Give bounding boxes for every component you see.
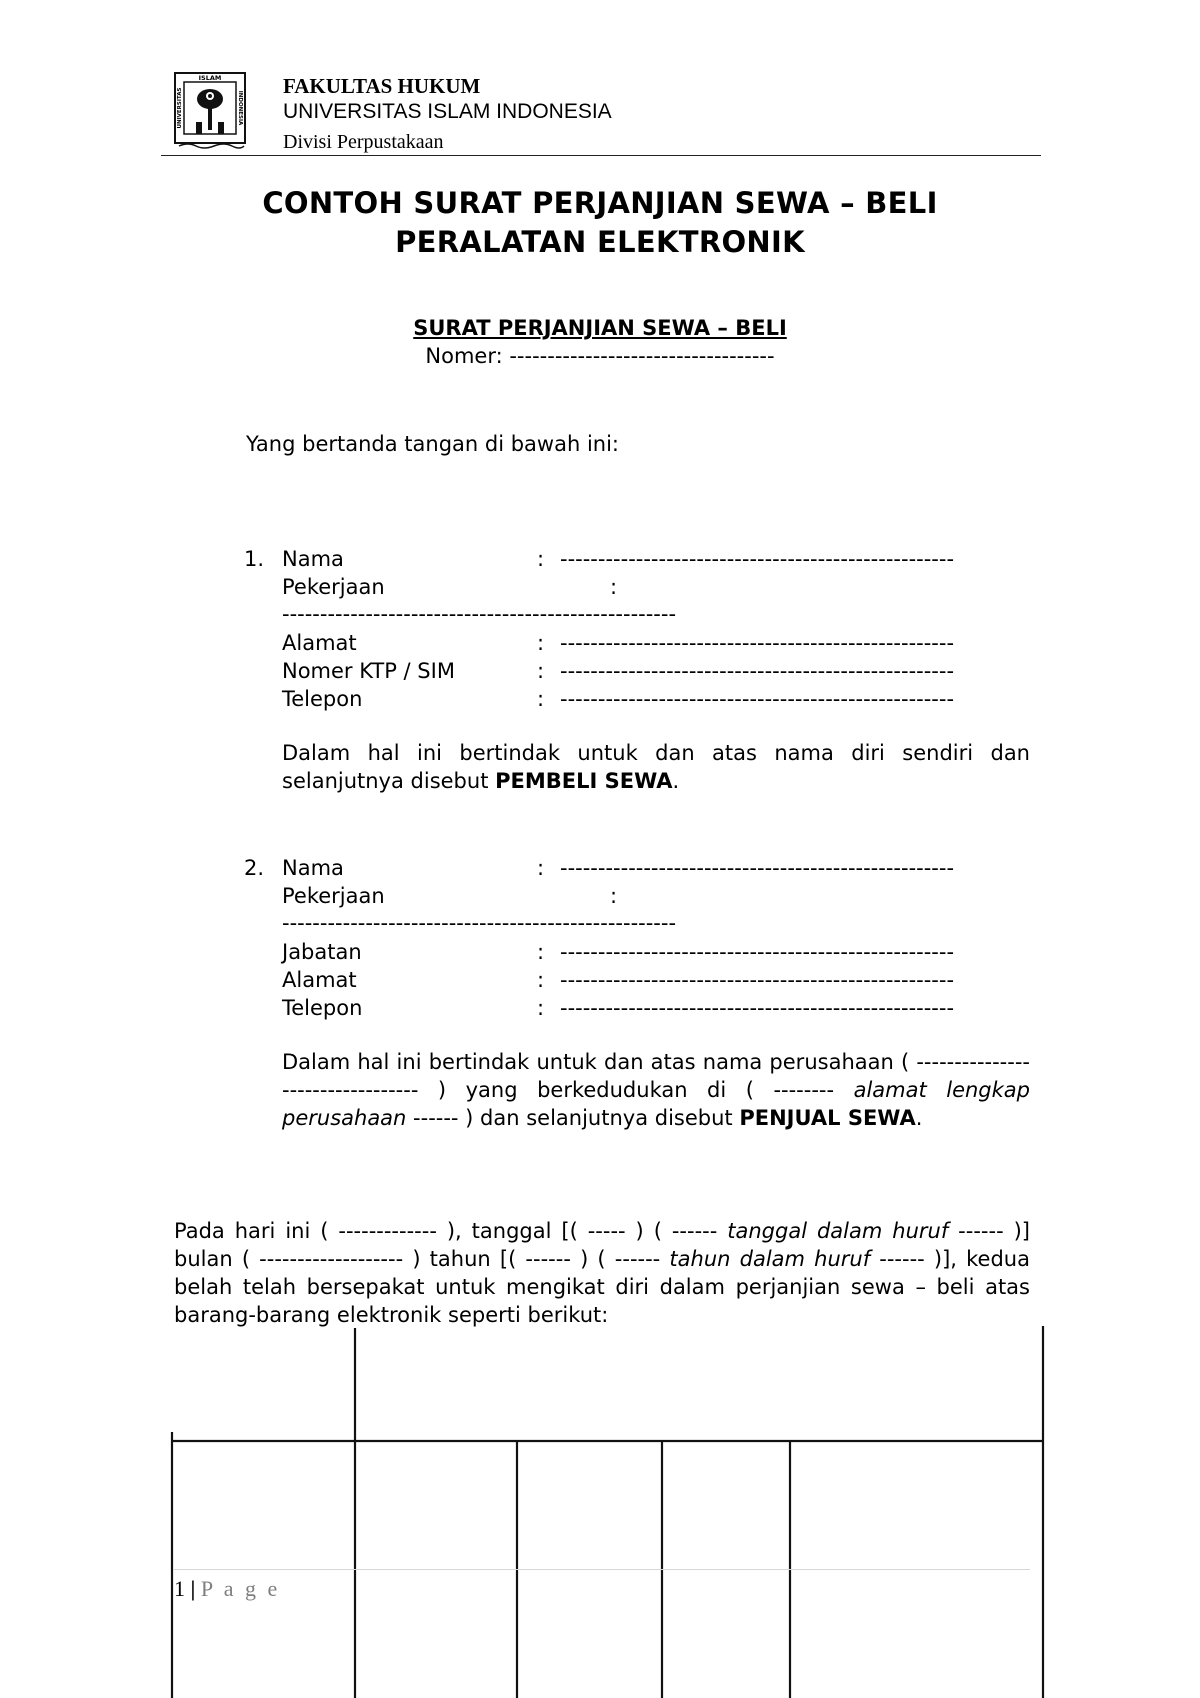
date-text-2: ------ )] bulan ( ------------------- ) tahun [( ------ ) ( ------ bbox=[174, 1219, 1030, 1271]
document-title-line1: CONTOH SURAT PERJANJIAN SEWA – BELI bbox=[262, 186, 938, 220]
party1-ktp-colon: : bbox=[537, 659, 545, 683]
party2-pekerjaan-colon: : bbox=[610, 884, 618, 908]
party2-address-placeholder: alamat lengkap perusahaan bbox=[282, 1078, 1030, 1130]
footer-separator: | bbox=[190, 1576, 196, 1601]
page-label: P a g e bbox=[200, 1576, 281, 1601]
party2-nama-label: Nama bbox=[282, 856, 344, 880]
date-text-3: ------ )], kedua belah telah bersepakat untuk mengikat diri dalam perjanjian sewa – beli atas barang-barang elektronik seperti berikut: bbox=[174, 1247, 1030, 1327]
party2-role: PENJUAL SEWA bbox=[739, 1106, 916, 1130]
footer-divider bbox=[174, 1569, 1030, 1570]
party1-nama-label: Nama bbox=[282, 547, 344, 571]
party1-nama-blank: ---------------------------------------------------- bbox=[560, 547, 955, 571]
party2-alamat-colon: : bbox=[537, 968, 545, 992]
logo-ring-right: INDONESIA bbox=[237, 90, 243, 126]
party2-nama-blank: ---------------------------------------------------- bbox=[560, 856, 955, 880]
university-name: UNIVERSITAS ISLAM INDONESIA bbox=[283, 100, 612, 123]
division-name: Divisi Perpustakaan bbox=[283, 131, 444, 153]
party1-pekerjaan-label: Pekerjaan bbox=[282, 575, 385, 599]
party2-jabatan-blank: ---------------------------------------------------- bbox=[560, 940, 955, 964]
party1-number: 1. bbox=[244, 547, 265, 571]
date-placeholder: tanggal dalam huruf bbox=[727, 1219, 949, 1243]
party2-telepon-label: Telepon bbox=[282, 996, 363, 1020]
party2-telepon-colon: : bbox=[537, 996, 545, 1020]
party1-ktp-blank: ---------------------------------------------------- bbox=[560, 659, 955, 683]
agreement-heading: SURAT PERJANJIAN SEWA – BELI bbox=[413, 316, 787, 340]
party1-alamat-label: Alamat bbox=[282, 631, 357, 655]
party1-telepon-colon: : bbox=[537, 687, 545, 711]
party2-number: 2. bbox=[244, 856, 265, 880]
party2-nama-colon: : bbox=[537, 856, 545, 880]
page-footer bbox=[174, 1576, 280, 1602]
party2-jabatan-colon: : bbox=[537, 940, 545, 964]
logo-ring-top: ISLAM bbox=[198, 74, 222, 82]
party1-telepon-label: Telepon bbox=[282, 687, 363, 711]
party1-alamat-colon: : bbox=[537, 631, 545, 655]
party2-pekerjaan-blank: ---------------------------------------------------- bbox=[282, 911, 677, 935]
party1-statement-end: . bbox=[672, 769, 680, 793]
logo-ring-left: UNIVERSITAS bbox=[177, 87, 183, 129]
party1-statement-text: Dalam hal ini bertindak untuk dan atas nama diri sendiri dan selanjutnya disebut bbox=[282, 741, 1030, 793]
party2-telepon-blank: ---------------------------------------------------- bbox=[560, 996, 955, 1020]
party2-jabatan-label: Jabatan bbox=[282, 940, 362, 964]
party1-pekerjaan-colon: : bbox=[610, 575, 618, 599]
intro-text: Yang bertanda tangan di bawah ini: bbox=[246, 432, 620, 456]
year-placeholder: tahun dalam huruf bbox=[669, 1247, 871, 1271]
document-title-line2: PERALATAN ELEKTRONIK bbox=[395, 225, 805, 259]
party1-telepon-blank: ---------------------------------------------------- bbox=[560, 687, 955, 711]
faculty-name: FAKULTAS HUKUM bbox=[283, 74, 481, 98]
date-text-1: Pada hari ini ( ------------- ), tanggal [( ----- ) ( ------ bbox=[174, 1219, 728, 1243]
party1-pekerjaan-blank: ---------------------------------------------------- bbox=[282, 602, 677, 626]
party2-statement-text: Dalam hal ini bertindak untuk dan atas nama perusahaan ( --------------------------------- ) yang berkedudukan di ( -------- bbox=[282, 1050, 1030, 1102]
party1-alamat-blank: ---------------------------------------------------- bbox=[560, 631, 955, 655]
party2-alamat-label: Alamat bbox=[282, 968, 357, 992]
agreement-number: Nomer: ----------------------------------- bbox=[425, 344, 775, 368]
party1-ktp-label: Nomer KTP / SIM bbox=[282, 659, 455, 683]
party2-statement-end: . bbox=[915, 1106, 923, 1130]
party2-statement-mid: ------ ) dan selanjutnya disebut bbox=[406, 1106, 740, 1130]
party1-role: PEMBELI SEWA bbox=[495, 769, 673, 793]
party2-alamat-blank: ---------------------------------------------------- bbox=[560, 968, 955, 992]
party2-pekerjaan-label: Pekerjaan bbox=[282, 884, 385, 908]
page-number: 1 bbox=[174, 1576, 185, 1601]
party1-nama-colon: : bbox=[537, 547, 545, 571]
